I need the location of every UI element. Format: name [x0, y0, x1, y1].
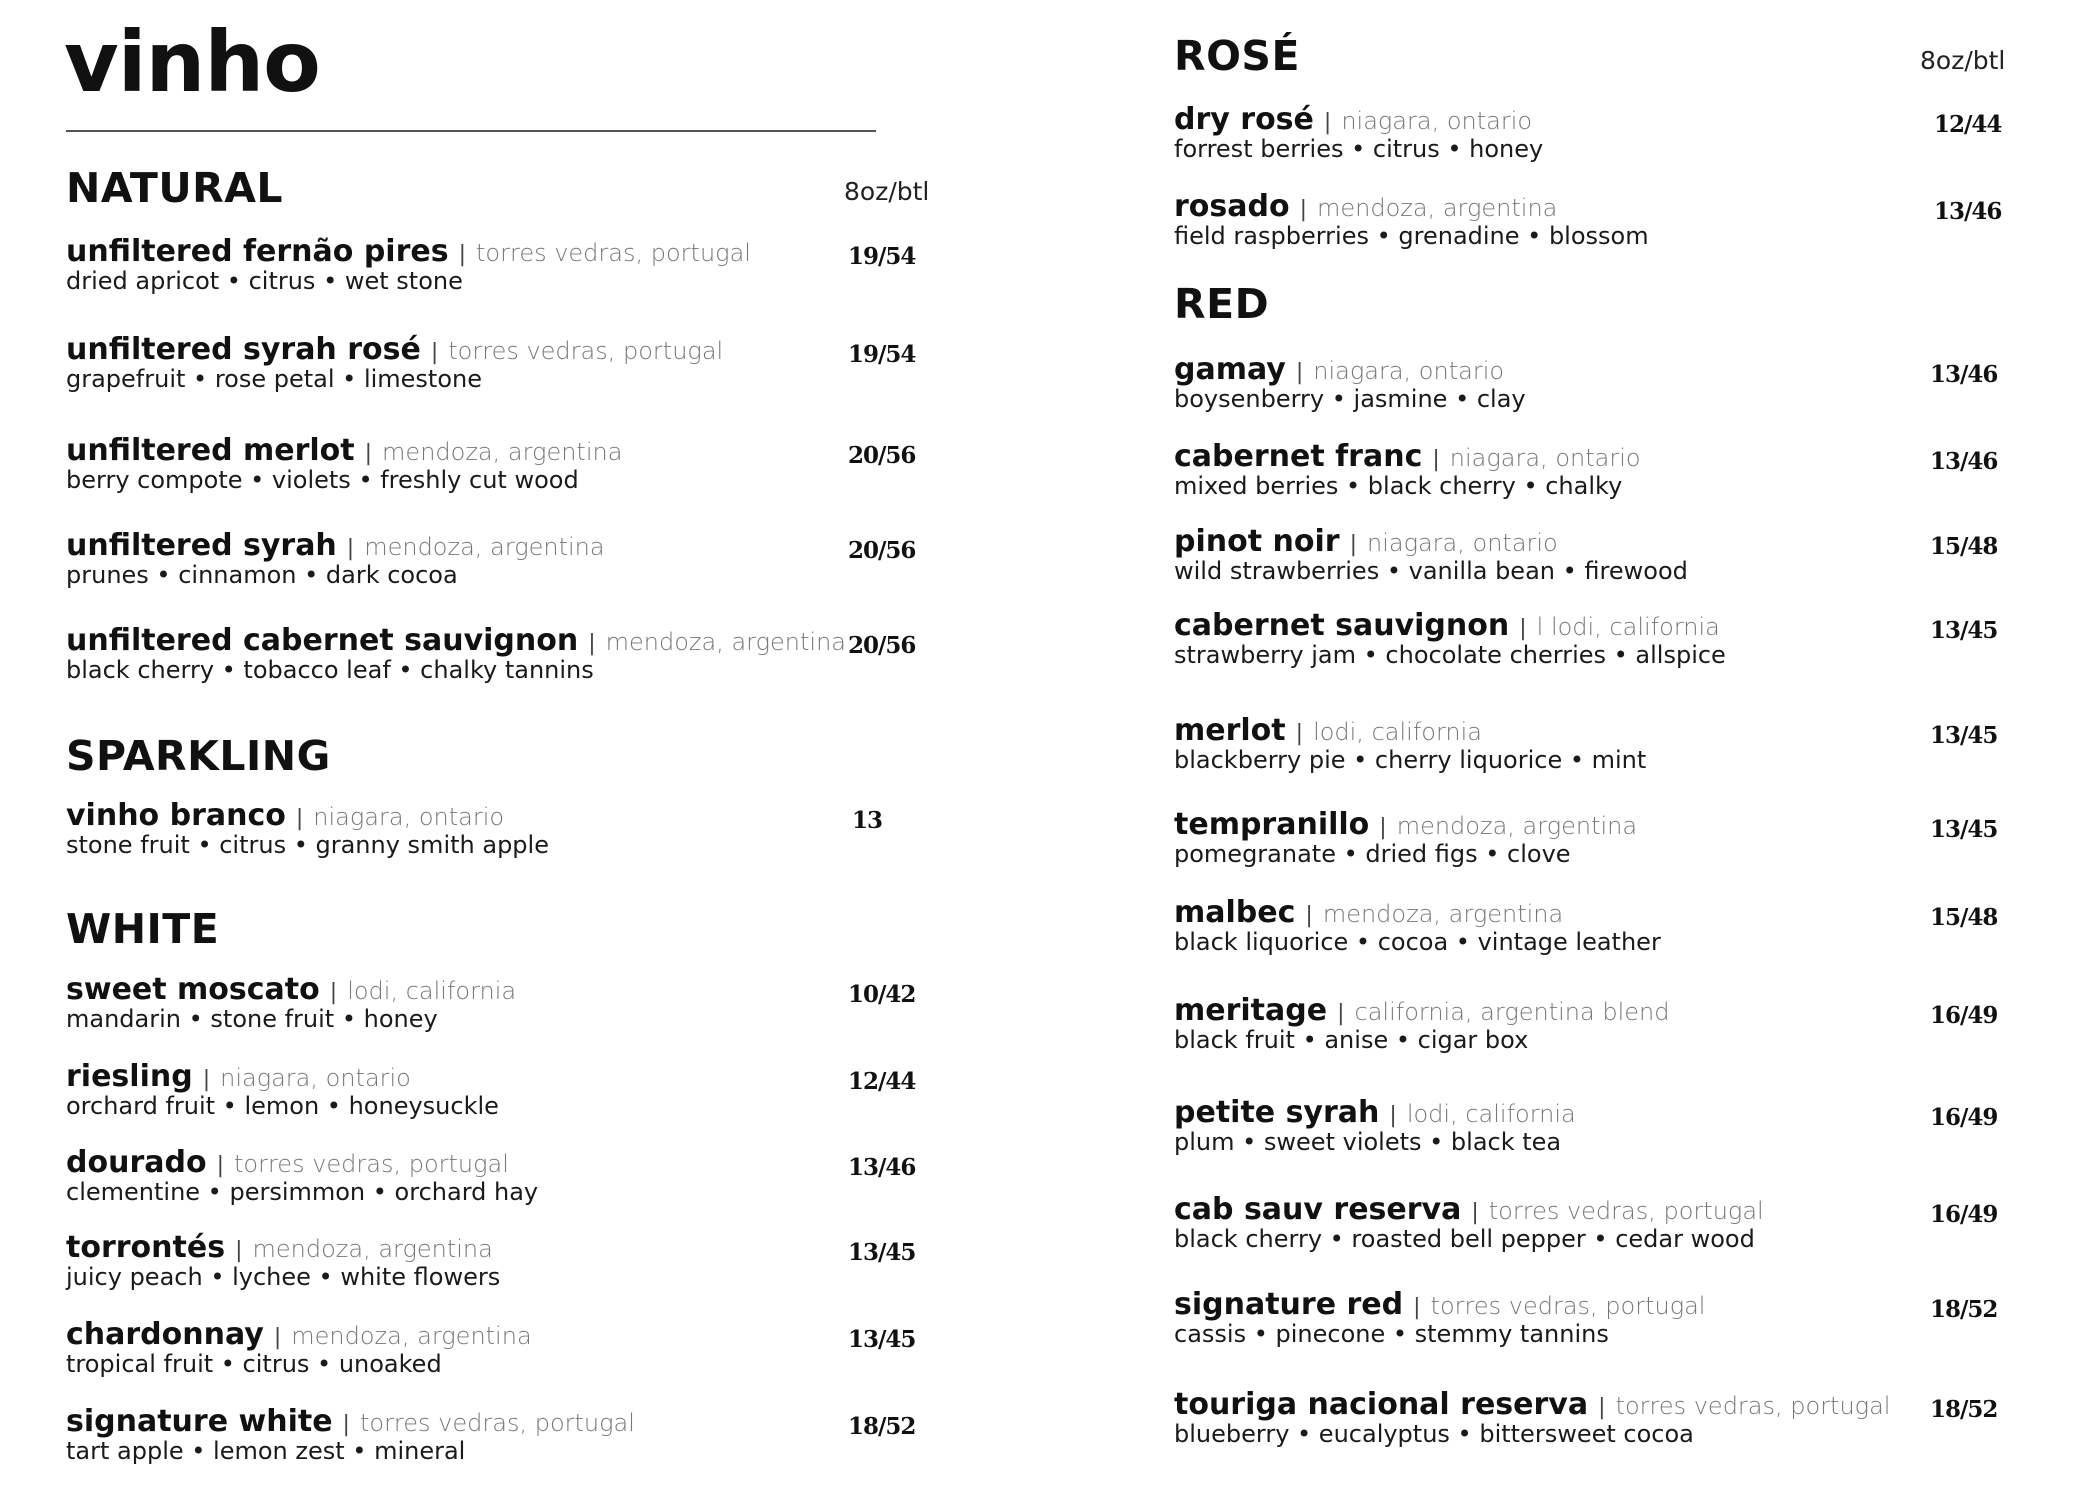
wine-price: 13 [852, 807, 883, 834]
wine-name: torrontés [66, 1230, 226, 1265]
wine-name: touriga nacional reserva [1174, 1387, 1589, 1422]
separator: | [1519, 616, 1527, 641]
separator: | [1299, 197, 1308, 222]
tasting-notes: tart apple • lemon zest • mineral [66, 1437, 466, 1465]
wine-item [66, 1230, 493, 1265]
separator: | [273, 1325, 282, 1350]
wine-item [66, 433, 623, 468]
wine-name: petite syrah [1174, 1095, 1380, 1130]
wine-origin: niagara, ontario [1341, 107, 1533, 135]
wine-name: dry rosé [1174, 102, 1314, 137]
wine-origin: lodi, california [347, 977, 517, 1005]
wine-name: rosado [1174, 189, 1290, 224]
wine-item [1174, 608, 1720, 643]
tasting-notes: berry compote • violets • freshly cut wood [66, 466, 579, 494]
separator: | [1349, 532, 1357, 557]
wine-origin: mendoza, argentina [1317, 194, 1558, 222]
wine-price: 19/54 [848, 341, 916, 368]
tasting-notes: orchard fruit • lemon • honeysuckle [66, 1092, 499, 1120]
wine-item [1174, 1387, 1891, 1422]
wine-item [1174, 102, 1533, 137]
separator: | [1432, 447, 1440, 472]
tasting-notes: juicy peach • lychee • white flowers [66, 1263, 501, 1291]
section-heading-sparkling: SPARKLING [66, 732, 331, 780]
tasting-notes: strawberry jam • chocolate cherries • allspice [1174, 641, 1726, 669]
section-heading-white: WHITE [66, 905, 220, 953]
separator: | [202, 1067, 211, 1092]
wine-origin: mendoza, argentina [605, 628, 847, 656]
wine-item [66, 1059, 411, 1094]
section-heading-rose: ROSÉ [1174, 32, 1300, 80]
wine-price: 15/48 [1930, 904, 1998, 931]
wine-item [1174, 352, 1505, 387]
separator: | [346, 536, 355, 561]
wine-price: 19/54 [848, 243, 916, 270]
wine-item [66, 528, 605, 563]
wine-name: cabernet franc [1174, 439, 1423, 474]
wine-origin: mendoza, argentina [364, 533, 605, 561]
separator: | [235, 1238, 243, 1263]
tasting-notes: black liquorice • cocoa • vintage leather [1174, 928, 1661, 956]
separator: | [1471, 1200, 1479, 1225]
separator: | [295, 806, 304, 831]
tasting-notes: dried apricot • citrus • wet stone [66, 267, 463, 295]
wine-name: unfiltered syrah [66, 528, 337, 563]
wine-name: gamay [1174, 352, 1286, 387]
wine-origin: torres vedras, portugal [1488, 1197, 1764, 1225]
wine-name: unfiltered cabernet sauvignon [66, 623, 579, 658]
tasting-notes: forrest berries • citrus • honey [1174, 135, 1544, 163]
wine-price: 13/45 [848, 1326, 916, 1353]
wine-price: 15/48 [1930, 533, 1998, 560]
wine-name: vinho branco [66, 798, 286, 833]
wine-origin: niagara, ontario [313, 803, 505, 831]
tasting-notes: boysenberry • jasmine • clay [1174, 385, 1526, 413]
wine-price: 13/46 [1934, 198, 2002, 225]
wine-price: 13/46 [1930, 448, 1998, 475]
tasting-notes: pomegranate • dried figs • clove [1174, 840, 1571, 868]
section-heading-natural: NATURAL [66, 164, 284, 212]
wine-name: signature red [1174, 1287, 1404, 1322]
separator: | [458, 242, 467, 267]
wine-item [1174, 1287, 1706, 1322]
wine-name: unfiltered syrah rosé [66, 332, 421, 367]
wine-name: chardonnay [66, 1317, 264, 1352]
separator: | [1295, 721, 1304, 746]
tasting-notes: black cherry • tobacco leaf • chalky tannins [66, 656, 594, 684]
separator: | [1413, 1295, 1421, 1320]
wine-price: 12/44 [1934, 111, 2002, 138]
wine-item [66, 798, 505, 833]
separator: | [1598, 1395, 1606, 1420]
wine-item [1174, 524, 1558, 559]
separator: | [216, 1153, 224, 1178]
wine-item [66, 332, 724, 367]
wine-item [1174, 713, 1482, 748]
wine-item [1174, 439, 1641, 474]
tasting-notes: stone fruit • citrus • granny smith apple [66, 831, 549, 859]
tasting-notes: prunes • cinnamon • dark cocoa [66, 561, 458, 589]
wine-origin: l lodi, california [1536, 613, 1720, 641]
title-divider [66, 130, 876, 132]
wine-origin: lodi, california [1406, 1100, 1576, 1128]
menu-title: vinho [64, 13, 320, 111]
wine-item [1174, 1192, 1764, 1227]
wine-name: unfiltered fernão pires [66, 234, 449, 269]
tasting-notes: tropical fruit • citrus • unoaked [66, 1350, 442, 1378]
wine-name: malbec [1174, 895, 1296, 930]
wine-price: 10/42 [848, 981, 916, 1008]
wine-price: 16/49 [1930, 1201, 1998, 1228]
wine-item [1174, 1095, 1576, 1130]
wine-item [66, 623, 847, 658]
wine-origin: torres vedras, portugal [448, 337, 724, 365]
tasting-notes: plum • sweet violets • black tea [1174, 1128, 1562, 1156]
wine-name: merlot [1174, 713, 1286, 748]
wine-price: 13/45 [1930, 722, 1998, 749]
separator: | [329, 980, 338, 1005]
wine-name: meritage [1174, 993, 1328, 1028]
separator: | [430, 340, 439, 365]
wine-price: 20/56 [848, 442, 916, 469]
wine-name: dourado [66, 1145, 207, 1180]
wine-origin: mendoza, argentina [252, 1235, 493, 1263]
wine-origin: torres vedras, portugal [1615, 1392, 1891, 1420]
wine-name: riesling [66, 1059, 193, 1094]
wine-origin: niagara, ontario [1366, 529, 1558, 557]
separator: | [1323, 110, 1332, 135]
size-label-natural: 8oz/btl [844, 177, 930, 206]
wine-origin: california, argentina blend [1354, 998, 1670, 1026]
wine-price: 18/52 [1930, 1296, 1998, 1323]
wine-price: 16/49 [1930, 1002, 1998, 1029]
wine-origin: torres vedras, portugal [234, 1150, 509, 1178]
separator: | [342, 1412, 350, 1437]
wine-item [66, 234, 751, 269]
wine-price: 12/44 [848, 1068, 916, 1095]
wine-item [66, 1317, 532, 1352]
wine-price: 13/45 [1930, 617, 1998, 644]
separator: | [1389, 1103, 1397, 1128]
wine-name: signature white [66, 1404, 333, 1439]
wine-name: sweet moscato [66, 972, 320, 1007]
separator: | [1337, 1001, 1345, 1026]
wine-price: 18/52 [1930, 1396, 1998, 1423]
separator: | [588, 631, 596, 656]
wine-item [66, 1145, 509, 1180]
wine-price: 13/46 [848, 1154, 916, 1181]
wine-origin: niagara, ontario [1313, 357, 1505, 385]
wine-item [66, 1404, 635, 1439]
wine-origin: mendoza, argentina [1396, 812, 1638, 840]
wine-name: cabernet sauvignon [1174, 608, 1510, 643]
tasting-notes: black fruit • anise • cigar box [1174, 1026, 1529, 1054]
wine-item [66, 972, 517, 1007]
tasting-notes: mandarin • stone fruit • honey [66, 1005, 438, 1033]
wine-origin: torres vedras, portugal [476, 239, 751, 267]
tasting-notes: black cherry • roasted bell pepper • cedar wood [1174, 1225, 1755, 1253]
wine-price: 18/52 [848, 1413, 916, 1440]
wine-item [1174, 895, 1564, 930]
wine-origin: niagara, ontario [1449, 444, 1641, 472]
wine-item [1174, 807, 1638, 842]
section-heading-red: RED [1174, 280, 1270, 328]
wine-item [1174, 993, 1670, 1028]
tasting-notes: blackberry pie • cherry liquorice • mint [1174, 746, 1647, 774]
wine-origin: torres vedras, portugal [1430, 1292, 1706, 1320]
wine-price: 13/46 [1930, 361, 1998, 388]
tasting-notes: clementine • persimmon • orchard hay [66, 1178, 539, 1206]
wine-origin: mendoza, argentina [291, 1322, 532, 1350]
tasting-notes: blueberry • eucalyptus • bittersweet cocoa [1174, 1420, 1694, 1448]
wine-name: cab sauv reserva [1174, 1192, 1462, 1227]
wine-origin: mendoza, argentina [1322, 900, 1564, 928]
wine-price: 13/45 [1930, 816, 1998, 843]
separator: | [1379, 815, 1387, 840]
separator: | [1295, 360, 1304, 385]
wine-origin: lodi, california [1313, 718, 1482, 746]
wine-item [1174, 189, 1558, 224]
tasting-notes: mixed berries • black cherry • chalky [1174, 472, 1623, 500]
wine-name: pinot noir [1174, 524, 1340, 559]
tasting-notes: field raspberries • grenadine • blossom [1174, 222, 1649, 250]
wine-name: unfiltered merlot [66, 433, 355, 468]
wine-origin: niagara, ontario [220, 1064, 411, 1092]
tasting-notes: wild strawberries • vanilla bean • firewood [1174, 557, 1688, 585]
wine-origin: mendoza, argentina [382, 438, 623, 466]
tasting-notes: cassis • pinecone • stemmy tannins [1174, 1320, 1609, 1348]
wine-name: tempranillo [1174, 807, 1370, 842]
tasting-notes: grapefruit • rose petal • limestone [66, 365, 483, 393]
wine-price: 20/56 [848, 632, 916, 659]
separator: | [1305, 903, 1313, 928]
wine-price: 16/49 [1930, 1104, 1998, 1131]
wine-price: 13/45 [848, 1239, 916, 1266]
wine-price: 20/56 [848, 537, 916, 564]
separator: | [364, 441, 373, 466]
size-label-rose: 8oz/btl [1920, 46, 2006, 75]
wine-origin: torres vedras, portugal [359, 1409, 635, 1437]
